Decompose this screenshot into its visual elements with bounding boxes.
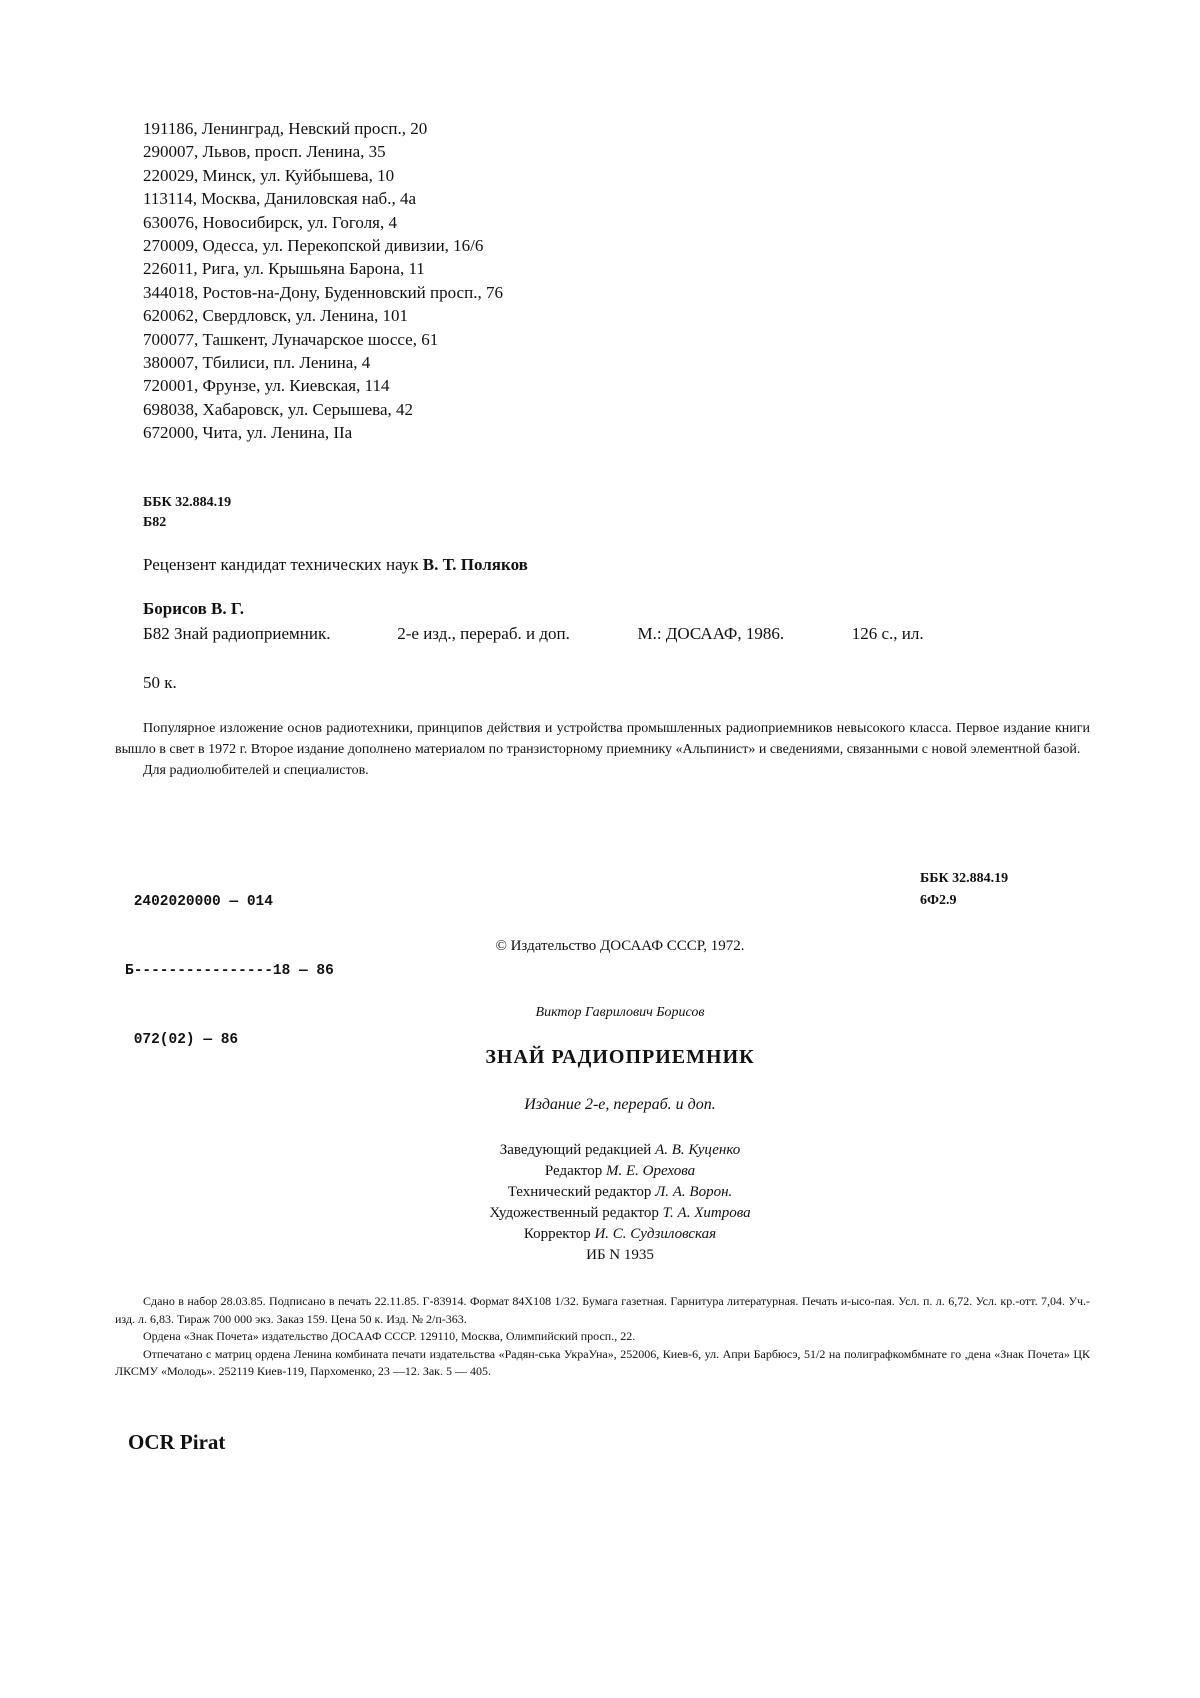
address-line: 630076, Новосибирск, ул. Гоголя, 4 — [143, 212, 398, 232]
credit-role: Художественный редактор — [489, 1205, 659, 1221]
address-line: 720001, Фрунзе, ул. Киевская, 114 — [143, 376, 390, 396]
bbk-code: ББК 32.884.19 — [143, 495, 232, 510]
credit-role: Редактор — [544, 1163, 603, 1179]
book-title: ЗНАЙ РАДИОПРИЕМНИК — [485, 1046, 755, 1068]
copyright-line: © Издательство ДОСААФ СССР, 1972. — [495, 938, 745, 954]
address-line: 191186, Ленинград, Невский просп., 20 — [143, 119, 428, 138]
credit-line — [0, 1182, 1200, 1203]
bibliographic-line — [143, 624, 924, 644]
credit-name: И. С. Судзиловская — [594, 1226, 717, 1242]
ib-number: ИБ N 1935 — [586, 1247, 654, 1263]
index-line-2: Б----------------18 — 86 — [125, 963, 334, 979]
address-line: 290007, Львов, просп. Ленина, 35 — [143, 142, 386, 162]
credits-block — [0, 1140, 1200, 1266]
address-list — [143, 117, 503, 445]
classification-block — [143, 493, 231, 533]
address-line: 380007, Тбилиси, пл. Ленина, 4 — [143, 353, 371, 373]
index-formula — [125, 845, 334, 1075]
address-line: 113114, Москва, Даниловская наб., 4а — [143, 189, 417, 209]
address-line: 698038, Хабаровск, ул. Серышева, 42 — [143, 399, 413, 419]
biblio-pages: 126 с., ил. — [851, 624, 924, 643]
credit-line — [0, 1203, 1200, 1224]
address-line: 672000, Чита, ул. Ленина, IIa — [143, 423, 353, 443]
credit-role: Технический редактор — [507, 1184, 652, 1200]
credit-name: А. В. Куценко — [655, 1142, 741, 1158]
biblio-edition: 2-е изд., перераб. и доп. — [397, 624, 570, 643]
reviewer-line — [143, 555, 528, 575]
address-line: 620062, Свердловск, ул. Ленина, 101 — [143, 306, 408, 326]
annotation-paragraph: Популярное изложение основ радиотехники, принципов действия и устройства промышленных радиоприемников невысокого класса. Первое издание книги вышло в свет в 1972 г. Второе издание дополнено материалом по транзисторному приемнику «Альпинист» и сведениями, связанными с новой элементной базой. — [115, 721, 1090, 757]
reviewer-name: В. Т. Поляков — [422, 555, 528, 574]
annotation-paragraph: Для радиолюбителей и специалистов. — [143, 763, 369, 778]
classification-right — [920, 868, 1008, 912]
technical-paragraph: Сдано в набор 28.03.85. Подписано в печать 22.11.85. Г-83914. Формат 84X108 1/32. Бумага газетная. Гарнитура литературная. Печать и-ысо-пая. Усл. п. л. 6,72. Усл. кр.-отт. 7,04. Уч.-изд. л. 6,83. Тираж 700 000 экз. Заказ 159. Цена 50 к. Изд. № 2/п-363. — [115, 1294, 1090, 1326]
index-line-3: 072(02) — 86 — [125, 1032, 239, 1048]
udc-code-right: 6Ф2.9 — [920, 893, 957, 908]
credit-name: М. Е. Орехова — [605, 1163, 696, 1179]
credit-line — [0, 1224, 1200, 1245]
technical-paragraph: Ордена «Знак Почета» издательство ДОСААФ СССР. 129110, Москва, Олимпийский просп., 22. — [143, 1329, 636, 1343]
credit-line — [0, 1140, 1200, 1161]
author-full-name: Виктор Гаврилович Борисов — [535, 1005, 705, 1020]
price: 50 к. — [143, 673, 177, 692]
biblio-publisher: М.: ДОСААФ, 1986. — [637, 624, 785, 643]
address-line: 700077, Ташкент, Луначарское шоссе, 61 — [143, 329, 439, 349]
technical-info — [115, 1293, 1090, 1381]
biblio-title: Б82 Знай радиоприемник. — [143, 624, 331, 643]
credit-line — [0, 1161, 1200, 1182]
author-mark: Б82 — [143, 515, 167, 530]
credit-role: Корректор — [523, 1226, 591, 1242]
index-line-1: 2402020000 — 014 — [125, 894, 273, 910]
technical-paragraph: Отпечатано с матриц ордена Ленина комбината печати издательства «Радян-ська УкраУна», 252006, Киев-6, ул. Апри Барбюсэ, 51/2 на полиграфкомбмнате го ,дена «Знак Почета» ЦК ЛКСМУ «Молодь». 252119 Киев-119, Пархоменко, 23 —12. Зак. 5 — 405. — [115, 1346, 1090, 1378]
credit-name: Л. А. Ворон. — [655, 1184, 733, 1200]
reviewer-prefix: Рецензент кандидат технических наук — [143, 555, 419, 574]
address-line: 270009, Одесса, ул. Перекопской дивизии, 16/6 — [143, 236, 484, 256]
edition-note: Издание 2-е, перераб. и доп. — [524, 1096, 716, 1113]
bbk-code-right: ББК 32.884.19 — [920, 871, 1009, 886]
address-line: 226011, Рига, ул. Крышьяна Барона, 11 — [143, 259, 425, 279]
author-heading: Борисов В. Г. — [143, 599, 245, 618]
address-line: 344018, Ростов-на-Дону, Буденновский просп., 76 — [143, 282, 503, 302]
annotation — [115, 718, 1090, 781]
address-line: 220029, Минск, ул. Куйбышева, 10 — [143, 165, 395, 185]
credit-role: Заведующий редакцией — [499, 1142, 652, 1158]
credit-name: Т. А. Хитрова — [662, 1205, 751, 1221]
ocr-mark: OCR Pirat — [128, 1430, 226, 1454]
